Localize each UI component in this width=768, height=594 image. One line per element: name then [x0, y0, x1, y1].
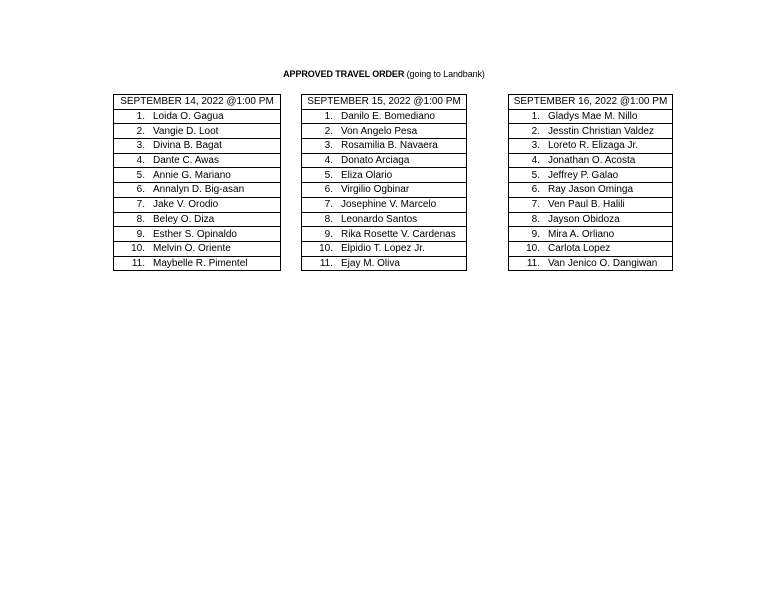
table-row: [114, 168, 281, 183]
person-cell: [302, 139, 467, 154]
table-row: [114, 183, 281, 198]
row-number: 6.: [324, 184, 333, 196]
schedule-header: SEPTEMBER 14, 2022 @1:00 PM: [114, 95, 281, 110]
person-cell: [509, 124, 673, 139]
table-row: [114, 241, 281, 256]
title-note: (going to Landbank): [406, 69, 485, 79]
row-number: 9.: [136, 228, 145, 240]
person-name: Mira A. Orliano: [548, 228, 615, 240]
table-row: [302, 109, 467, 124]
table-row: [302, 168, 467, 183]
row-number: 2.: [136, 125, 145, 137]
person-cell: [114, 241, 281, 256]
schedule-header: SEPTEMBER 16, 2022 @1:00 PM: [509, 95, 673, 110]
table-row: [509, 153, 673, 168]
schedule-table-sep14: [113, 94, 281, 271]
table-row: [509, 241, 673, 256]
person-cell: [302, 183, 467, 198]
person-name: Danilo E. Bomediano: [341, 111, 435, 123]
person-name: Loreto R. Elizaga Jr.: [548, 140, 639, 152]
table-row: [302, 153, 467, 168]
person-name: Annalyn D. Big-asan: [153, 184, 245, 196]
table-row: [509, 183, 673, 198]
row-number: 6.: [136, 184, 145, 196]
person-cell: [509, 153, 673, 168]
schedule-table-sep16: [508, 94, 673, 271]
row-number: 1.: [136, 111, 145, 123]
person-cell: [114, 139, 281, 154]
schedule-header: SEPTEMBER 15, 2022 @1:00 PM: [302, 95, 467, 110]
person-name: Rika Rosette V. Cardenas: [341, 228, 456, 240]
row-number: 3.: [531, 140, 540, 152]
person-cell: [509, 168, 673, 183]
row-number: 8.: [136, 213, 145, 225]
table-row: [302, 197, 467, 212]
person-cell: [509, 241, 673, 256]
person-name: Esther S. Opinaldo: [153, 228, 237, 240]
person-cell: [509, 227, 673, 242]
row-number: 11.: [319, 257, 333, 269]
row-number: 8.: [531, 213, 540, 225]
row-number: 10.: [319, 243, 333, 255]
person-name: Ejay M. Oliva: [341, 257, 400, 269]
row-number: 10.: [131, 243, 145, 255]
person-name: Leonardo Santos: [341, 213, 418, 225]
person-name: Elpidio T. Lopez Jr.: [341, 243, 425, 255]
row-number: 1.: [324, 111, 333, 123]
person-name: Ven Paul B. Halili: [548, 199, 625, 211]
schedule-table-sep15: [301, 94, 467, 271]
schedule-body: [509, 109, 673, 271]
row-number: 11.: [526, 257, 540, 269]
person-name: Josephine V. Marcelo: [341, 199, 437, 211]
table-row: [509, 227, 673, 242]
table-row: [509, 124, 673, 139]
person-name: Von Angelo Pesa: [341, 125, 418, 137]
person-name: Gladys Mae M. Nillo: [548, 111, 638, 123]
person-name: Jake V. Orodio: [153, 199, 219, 211]
person-name: Annie G. Mariano: [153, 169, 231, 181]
row-number: 9.: [324, 228, 333, 240]
person-name: Virgilio Ogbinar: [341, 184, 410, 196]
table-row: [302, 227, 467, 242]
person-cell: [114, 197, 281, 212]
row-number: 5.: [136, 169, 145, 181]
table-row: [302, 139, 467, 154]
row-number: 10.: [526, 243, 540, 255]
person-cell: [114, 212, 281, 227]
row-number: 4.: [136, 155, 145, 167]
document-title: [0, 69, 768, 79]
table-row: [114, 124, 281, 139]
row-number: 4.: [531, 155, 540, 167]
person-cell: [114, 153, 281, 168]
row-number: 2.: [531, 125, 540, 137]
table-row: [509, 197, 673, 212]
person-name: Jesstin Christian Valdez: [548, 125, 654, 137]
person-cell: [509, 109, 673, 124]
table-row: [114, 109, 281, 124]
row-number: 5.: [324, 169, 333, 181]
person-cell: [302, 197, 467, 212]
table-row: [114, 139, 281, 154]
table-row: [509, 139, 673, 154]
person-name: Jeffrey P. Galao: [548, 169, 619, 181]
person-name: Van Jenico O. Dangiwan: [548, 257, 658, 269]
row-number: 11.: [131, 257, 145, 269]
table-row: [114, 197, 281, 212]
table-row: [509, 212, 673, 227]
table-row: [509, 168, 673, 183]
person-name: Divina B. Bagat: [153, 140, 222, 152]
person-name: Loida O. Gagua: [153, 111, 224, 123]
person-cell: [114, 124, 281, 139]
table-row: [114, 153, 281, 168]
table-row: [302, 124, 467, 139]
person-cell: [114, 109, 281, 124]
person-name: Ray Jason Ominga: [548, 184, 634, 196]
person-name: Dante C. Awas: [153, 155, 219, 167]
person-cell: [509, 139, 673, 154]
person-cell: [509, 197, 673, 212]
table-row: [302, 212, 467, 227]
table-row: [509, 109, 673, 124]
row-number: 7.: [531, 199, 540, 211]
person-name: Jayson Obidoza: [548, 213, 620, 225]
person-name: Vangie D. Loot: [153, 125, 219, 137]
person-cell: [509, 212, 673, 227]
schedule-body: [114, 109, 281, 271]
person-cell: [302, 256, 467, 271]
person-cell: [302, 109, 467, 124]
row-number: 4.: [324, 155, 333, 167]
person-cell: [114, 168, 281, 183]
person-cell: [509, 256, 673, 271]
table-row: [114, 212, 281, 227]
person-name: Carlota Lopez: [548, 243, 611, 255]
person-name: Maybelle R. Pimentel: [153, 257, 248, 269]
row-number: 3.: [136, 140, 145, 152]
schedule-body: [302, 109, 467, 271]
table-row: [114, 227, 281, 242]
person-cell: [302, 124, 467, 139]
row-number: 7.: [136, 199, 145, 211]
row-number: 9.: [531, 228, 540, 240]
row-number: 8.: [324, 213, 333, 225]
row-number: 1.: [531, 111, 540, 123]
person-name: Rosamilia B. Navaera: [341, 140, 438, 152]
row-number: 6.: [531, 184, 540, 196]
title-bold: APPROVED TRAVEL ORDER: [283, 69, 405, 79]
person-cell: [302, 212, 467, 227]
person-cell: [509, 183, 673, 198]
person-name: Donato Arciaga: [341, 155, 410, 167]
row-number: 2.: [324, 125, 333, 137]
table-row: [302, 256, 467, 271]
table-row: [302, 241, 467, 256]
table-row: [509, 256, 673, 271]
table-row: [114, 256, 281, 271]
table-row: [302, 183, 467, 198]
person-cell: [302, 227, 467, 242]
row-number: 3.: [324, 140, 333, 152]
person-name: Eliza Olario: [341, 169, 393, 181]
row-number: 7.: [324, 199, 333, 211]
person-cell: [302, 168, 467, 183]
person-cell: [114, 183, 281, 198]
person-name: Jonathan O. Acosta: [548, 155, 636, 167]
row-number: 5.: [531, 169, 540, 181]
person-cell: [302, 241, 467, 256]
person-name: Melvin O. Oriente: [153, 243, 231, 255]
person-name: Beley O. Diza: [153, 213, 215, 225]
person-cell: [114, 256, 281, 271]
person-cell: [114, 227, 281, 242]
person-cell: [302, 153, 467, 168]
